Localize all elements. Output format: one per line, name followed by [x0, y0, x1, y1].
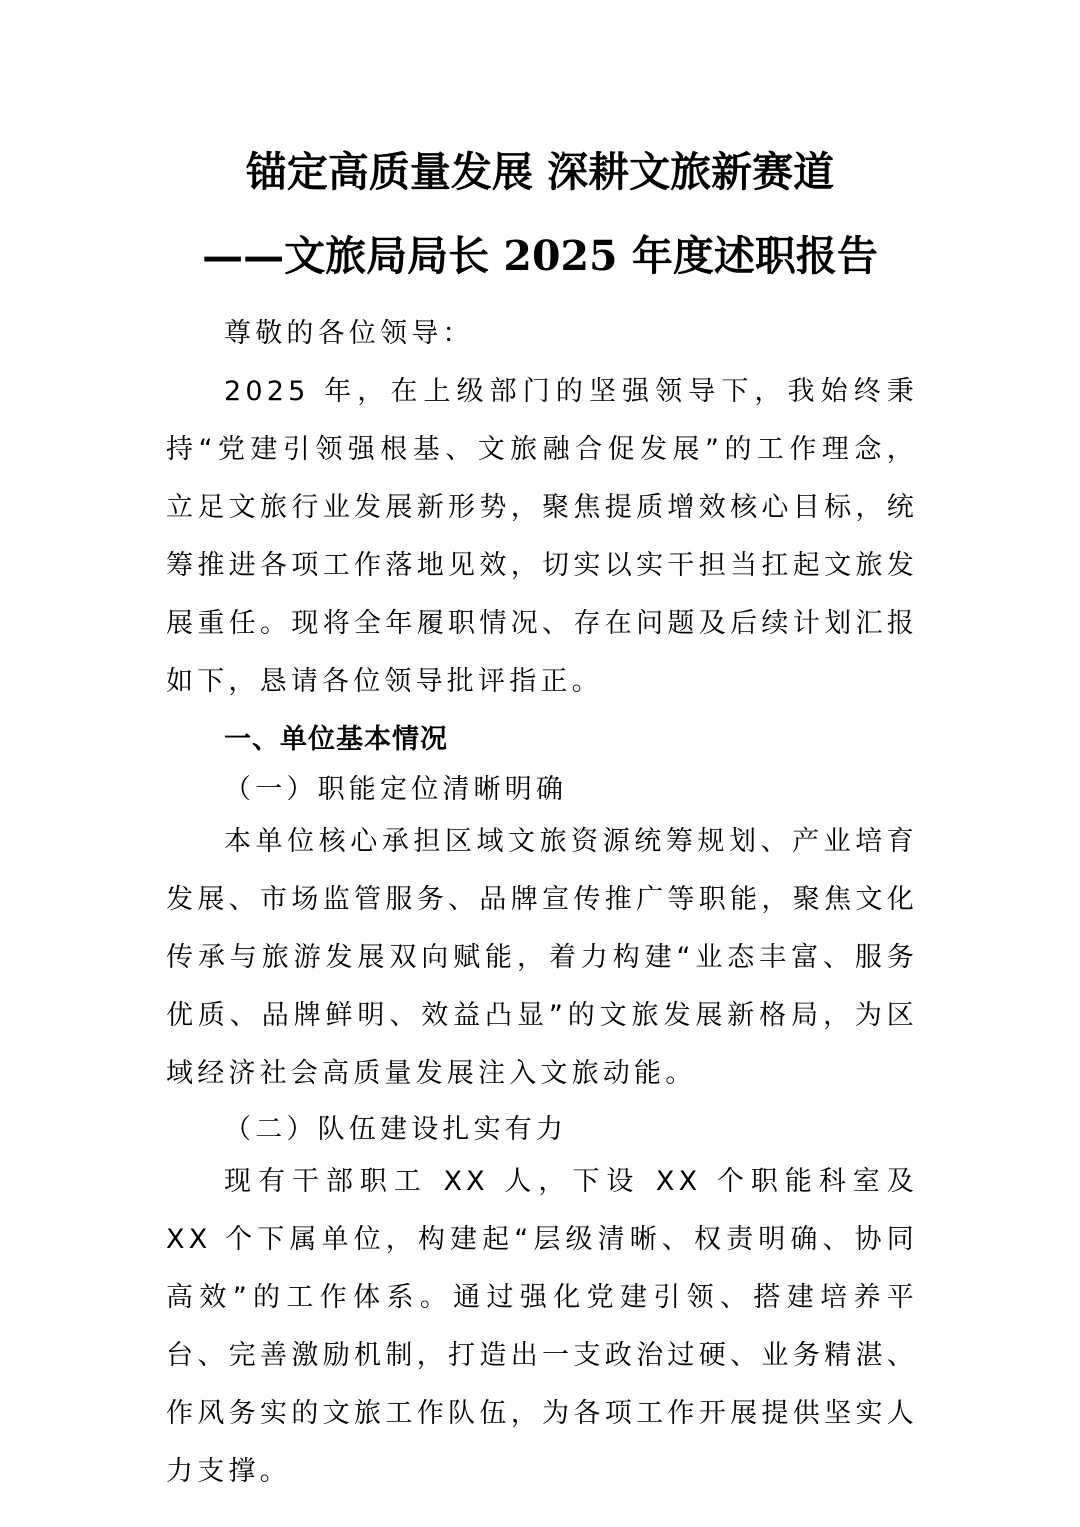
- subsection-paragraph: 现有干部职工 XX 人，下设 XX 个职能科室及 XX 个下属单位，构建起“层级清晰、权责明确、协同高效”的工作体系。通过强化党建引领、搭建培养平台、完善激励机制，打造出一支政治过硬、业务精湛、作风务实的文旅工作队伍，为各项工作开展提供坚实人力支撑。: [166, 1166, 918, 1487]
- subsection-heading: （一）职能定位清晰明确: [224, 774, 568, 805]
- subsection-heading: （二）队伍建设扎实有力: [224, 1114, 568, 1145]
- intro-paragraph: 2025 年，在上级部门的坚强领导下，我始终秉持“党建引领强根基、文旅融合促发展”的工作理念，立足文旅行业发展新形势，聚焦提质增效核心目标，统筹推进各项工作落地见效，切实以实干担当扛起文旅发展重任。现将全年履职情况、存在问题及后续计划汇报如下，恳请各位领导批评指正。: [166, 376, 918, 697]
- document-subtitle: ——文旅局局长 2025 年度述职报告: [202, 232, 878, 280]
- section-heading: 一、单位基本情况: [224, 724, 448, 755]
- salutation: 尊敬的各位领导：: [224, 318, 474, 349]
- subsection-paragraph: 本单位核心承担区域文旅资源统筹规划、产业培育发展、市场监管服务、品牌宣传推广等职能，聚焦文化传承与旅游发展双向赋能，着力构建“业态丰富、服务优质、品牌鲜明、效益凸显”的文旅发展新格局，为区域经济社会高质量发展注入文旅动能。: [166, 826, 918, 1089]
- document-title: 锚定高质量发展 深耕文旅新赛道: [245, 148, 835, 196]
- document-body: [166, 305, 918, 1501]
